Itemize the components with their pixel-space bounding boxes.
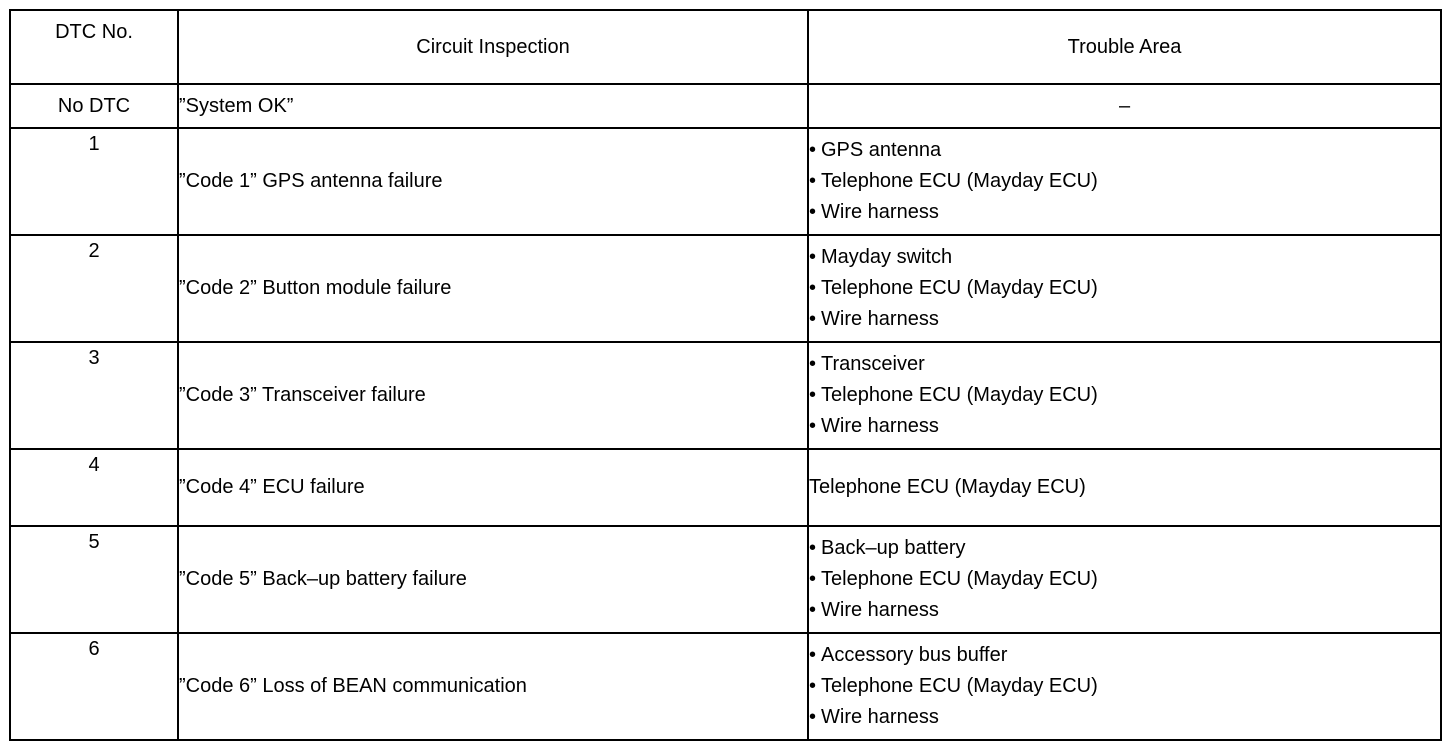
trouble-area-list (809, 242, 1440, 335)
table-row (10, 633, 1441, 740)
list-item (809, 135, 1440, 166)
list-item (809, 533, 1440, 564)
header-trouble-area: Trouble Area (808, 10, 1441, 84)
header-circuit-inspection: Circuit Inspection (178, 10, 808, 84)
trouble-area-text: Telephone ECU (Mayday ECU) (821, 170, 1098, 192)
bullet-icon: • (809, 568, 817, 590)
bullet-icon: • (809, 353, 817, 375)
list-item (809, 166, 1440, 197)
table-row (10, 449, 1441, 526)
trouble-area-text: Transceiver (821, 353, 925, 375)
list-item (809, 304, 1440, 335)
trouble-area-text: Wire harness (821, 308, 939, 330)
trouble-area-text: Telephone ECU (Mayday ECU) (821, 277, 1098, 299)
trouble-area-text: Telephone ECU (Mayday ECU) (821, 384, 1098, 406)
bullet-icon: • (809, 139, 817, 161)
list-item (809, 242, 1440, 273)
dtc-number-cell: 6 (10, 633, 178, 740)
dtc-number-cell: 3 (10, 342, 178, 449)
dtc-number-cell: 1 (10, 128, 178, 235)
list-item (809, 197, 1440, 228)
bullet-icon: • (809, 246, 817, 268)
dtc-table (9, 9, 1442, 741)
trouble-area-text: GPS antenna (821, 139, 942, 161)
trouble-area-text: Telephone ECU (Mayday ECU) (821, 568, 1098, 590)
trouble-area-list (809, 135, 1440, 228)
trouble-area-text: Back–up battery (821, 537, 966, 559)
bullet-icon: • (809, 675, 817, 697)
list-item (809, 273, 1440, 304)
bullet-icon: • (809, 599, 817, 621)
circuit-inspection-cell: ”Code 2” Button module failure (178, 235, 808, 342)
table-header-row (10, 10, 1441, 84)
circuit-inspection-cell: ”Code 6” Loss of BEAN communication (178, 633, 808, 740)
list-item (809, 349, 1440, 380)
circuit-inspection-cell: ”System OK” (178, 84, 808, 128)
bullet-icon: • (809, 384, 817, 406)
dtc-number-cell: 2 (10, 235, 178, 342)
circuit-inspection-cell: ”Code 1” GPS antenna failure (178, 128, 808, 235)
bullet-icon: • (809, 201, 817, 223)
trouble-area-cell (808, 235, 1441, 342)
circuit-inspection-cell: ”Code 3” Transceiver failure (178, 342, 808, 449)
list-item (809, 564, 1440, 595)
bullet-icon: • (809, 706, 817, 728)
trouble-area-list (809, 533, 1440, 626)
list-item (809, 411, 1440, 442)
bullet-icon: • (809, 644, 817, 666)
table-row (10, 235, 1441, 342)
bullet-icon: • (809, 277, 817, 299)
trouble-area-list (809, 640, 1440, 733)
circuit-inspection-cell: ”Code 5” Back–up battery failure (178, 526, 808, 633)
trouble-area-cell (808, 342, 1441, 449)
table-row (10, 526, 1441, 633)
trouble-area-list (809, 349, 1440, 442)
dtc-number-cell: No DTC (10, 84, 178, 128)
list-item (809, 671, 1440, 702)
table-row (10, 128, 1441, 235)
trouble-area-text: Accessory bus buffer (821, 644, 1008, 666)
bullet-icon: • (809, 308, 817, 330)
dtc-number-cell: 4 (10, 449, 178, 526)
trouble-area-cell: Telephone ECU (Mayday ECU) (808, 449, 1441, 526)
trouble-area-text: Wire harness (821, 599, 939, 621)
header-dtc-no: DTC No. (10, 10, 178, 84)
trouble-area-cell (808, 633, 1441, 740)
bullet-icon: • (809, 170, 817, 192)
circuit-inspection-cell: ”Code 4” ECU failure (178, 449, 808, 526)
trouble-area-text: Mayday switch (821, 246, 953, 268)
trouble-area-text: Wire harness (821, 201, 939, 223)
bullet-icon: • (809, 537, 817, 559)
table-row (10, 342, 1441, 449)
trouble-area-cell: – (808, 84, 1441, 128)
list-item (809, 640, 1440, 671)
dtc-number-cell: 5 (10, 526, 178, 633)
bullet-icon: • (809, 415, 817, 437)
trouble-area-cell (808, 526, 1441, 633)
table-row (10, 84, 1441, 128)
trouble-area-text: Wire harness (821, 415, 939, 437)
trouble-area-cell (808, 128, 1441, 235)
list-item (809, 702, 1440, 733)
list-item (809, 595, 1440, 626)
list-item (809, 380, 1440, 411)
trouble-area-text: Telephone ECU (Mayday ECU) (821, 675, 1098, 697)
trouble-area-text: Wire harness (821, 706, 939, 728)
